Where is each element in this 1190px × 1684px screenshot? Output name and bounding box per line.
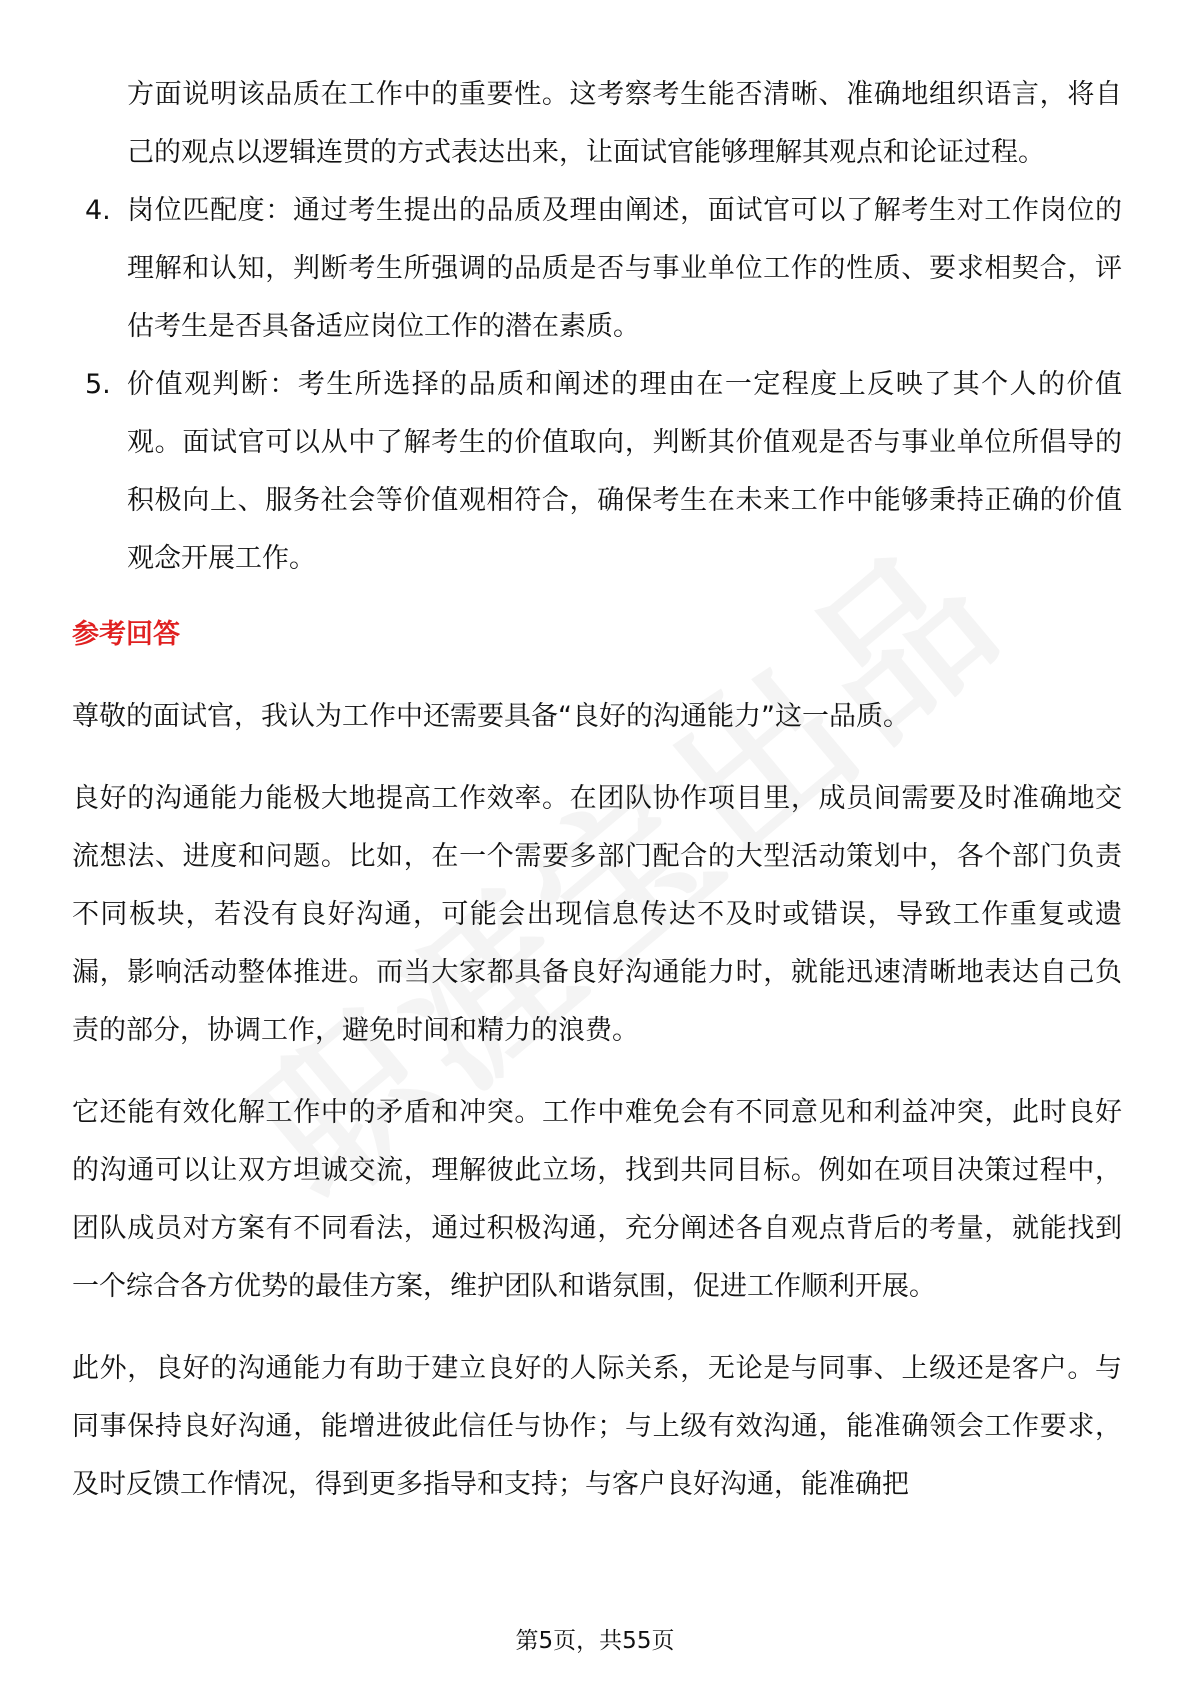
answer-paragraph-4: 此外，良好的沟通能力有助于建立良好的人际关系，无论是与同事、上级还是客户。与同事保持良好沟通，能增进彼此信任与协作；与上级有效沟通，能准确领会工作要求，及时反馈工作情况，得到更多指导和支持；与客户良好沟通，能准确把 [72, 1353, 1122, 1500]
list-item-text: 价值观判断：考生所选择的品质和阐述的理由在一定程度上反映了其个人的价值观。面试官可以从中了解考生的价值取向，判断其价值观是否与事业单位所倡导的积极向上、服务社会等价值观相符合，确保考生在未来工作中能够秉持正确的价值观念开展工作。 [127, 369, 1122, 574]
section-heading: 参考回答 [72, 619, 180, 650]
list-number: 4. [85, 195, 111, 226]
answer-paragraph-3: 它还能有效化解工作中的矛盾和冲突。工作中难免会有不同意见和利益冲突，此时良好的沟通可以让双方坦诚交流，理解彼此立场，找到共同目标。例如在项目决策过程中，团队成员对方案有不同看法，通过积极沟通，充分阐述各自观点背后的考量，就能找到一个综合各方优势的最佳方案，维护团队和谐氛围，促进工作顺利开展。 [72, 1097, 1122, 1302]
list-item-text: 岗位匹配度：通过考生提出的品质及理由阐述，面试官可以了解考生对工作岗位的理解和认知，判断考生所强调的品质是否与事业单位工作的性质、要求相契合，评估考生是否具备适应岗位工作的潜在素质。 [127, 195, 1122, 342]
list-number: 5. [85, 369, 111, 400]
answer-paragraph-1: 尊敬的面试官，我认为工作中还需要具备“良好的沟通能力”这一品质。 [72, 701, 910, 732]
page-content [72, 66, 1122, 1514]
intro-continuation-paragraph: 方面说明该品质在工作中的重要性。这考察考生能否清晰、准确地组织语言，将自己的观点以逻辑连贯的方式表达出来，让面试官能够理解其观点和论证过程。 [127, 79, 1122, 168]
list-item-4 [72, 182, 1122, 356]
list-item-5 [72, 356, 1122, 588]
page-footer: 第5页，共55页 [515, 1628, 675, 1654]
answer-paragraph-2: 良好的沟通能力能极大地提高工作效率。在团队协作项目里，成员间需要及时准确地交流想法、进度和问题。比如，在一个需要多部门配合的大型活动策划中，各个部门负责不同板块，若没有良好沟通，可能会出现信息传达不及时或错误，导致工作重复或遗漏，影响活动整体推进。而当大家都具备良好沟通能力时，就能迅速清晰地表达自己负责的部分，协调工作，避免时间和精力的浪费。 [72, 783, 1122, 1046]
